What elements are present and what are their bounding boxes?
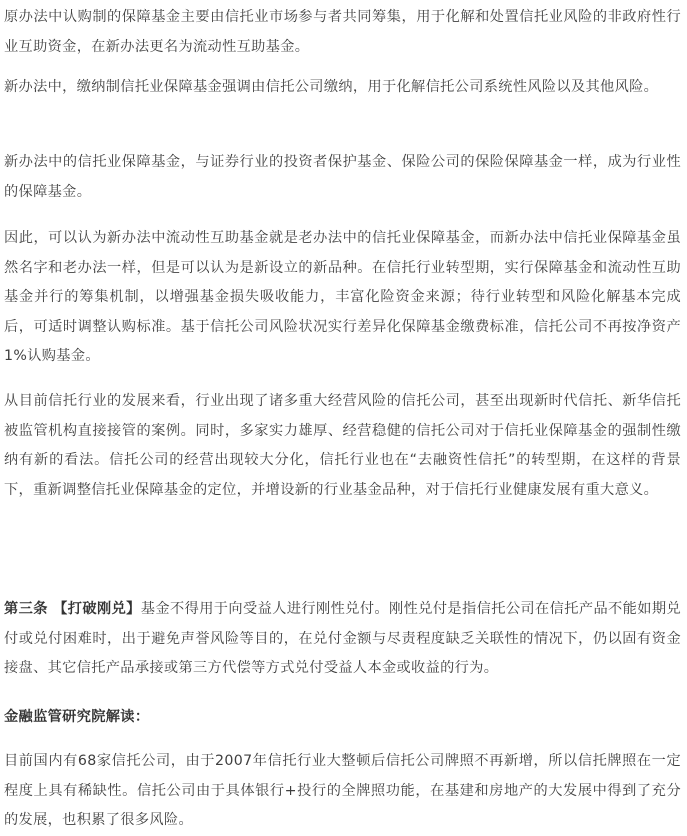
paragraph-trust-companies: 目前国内有68家信托公司，由于2007年信托行业大整顿后信托公司牌照不再新增，所以信托牌照在一定程度上具有稀缺性。信托公司由于具体银行+投行的全牌照功能，在基建和房地产的大发展中得到了充分的发展，也积累了很多风险。 <box>4 753 681 829</box>
paragraph-industry-protection: 新办法中的信托业保障基金，与证券行业的投资者保护基金、保险公司的保险保障基金一样，成为行业性的保障基金。 <box>4 154 681 200</box>
interpretation-heading: 金融监管研究院解读： <box>4 709 150 725</box>
article-three-text: 基金不得用于向受益人进行刚性兑付。刚性兑付是指信托公司在信托产品不能如期兑付或兑付困难时，出于避免声誉风险等目的，在兑付金额与尽责程度缺乏关联性的情况下，仍以固有资金接盘、其它信托产品承接或第三方代偿等方式兑付受益人本金或收益的行为。 <box>4 601 681 677</box>
paragraph-new-fund-payment: 新办法中，缴纳制信托业保障基金强调由信托公司缴纳，用于化解信托公司系统性风险以及其他风险。 <box>4 79 659 95</box>
paragraph-conclusion: 因此，可以认为新办法中流动性互助基金就是老办法中的信托业保障基金，而新办法中信托业保障基金虽然名字和老办法一样，但是可以认为是新设立的新品种。在信托行业转型期，实行保障基金和流动性互助基金并行的筹集机制，以增强基金损失吸收能力，丰富化险资金来源；待行业转型和风险化解基本完成后，可适时调整认购标准。基于信托公司风险状况实行差异化保障基金缴费标准，信托公司不再按净资产1%认购基金。 <box>4 230 681 365</box>
paragraph-original-fund: 原办法中认购制的保障基金主要由信托业市场参与者共同筹集，用于化解和处置信托业风险的非政府性行业互助资金，在新办法更名为流动性互助基金。 <box>4 9 681 55</box>
paragraph-article-three <box>4 595 681 684</box>
article-three-heading: 第三条 【打破刚兑】 <box>4 601 141 617</box>
paragraph-industry-development: 从目前信托行业的发展来看，行业出现了诸多重大经营风险的信托公司，甚至出现新时代信托、新华信托被监管机构直接接管的案例。同时，多家实力雄厚、经营稳健的信托公司对于信托业保障基金的强制性缴纳有新的看法。信托公司的经营出现较大分化，信托行业也在“去融资性信托”的转型期，在这样的背景下，重新调整信托业保障基金的定位，并增设新的行业基金品种，对于信托行业健康发展有重大意义。 <box>4 393 681 498</box>
